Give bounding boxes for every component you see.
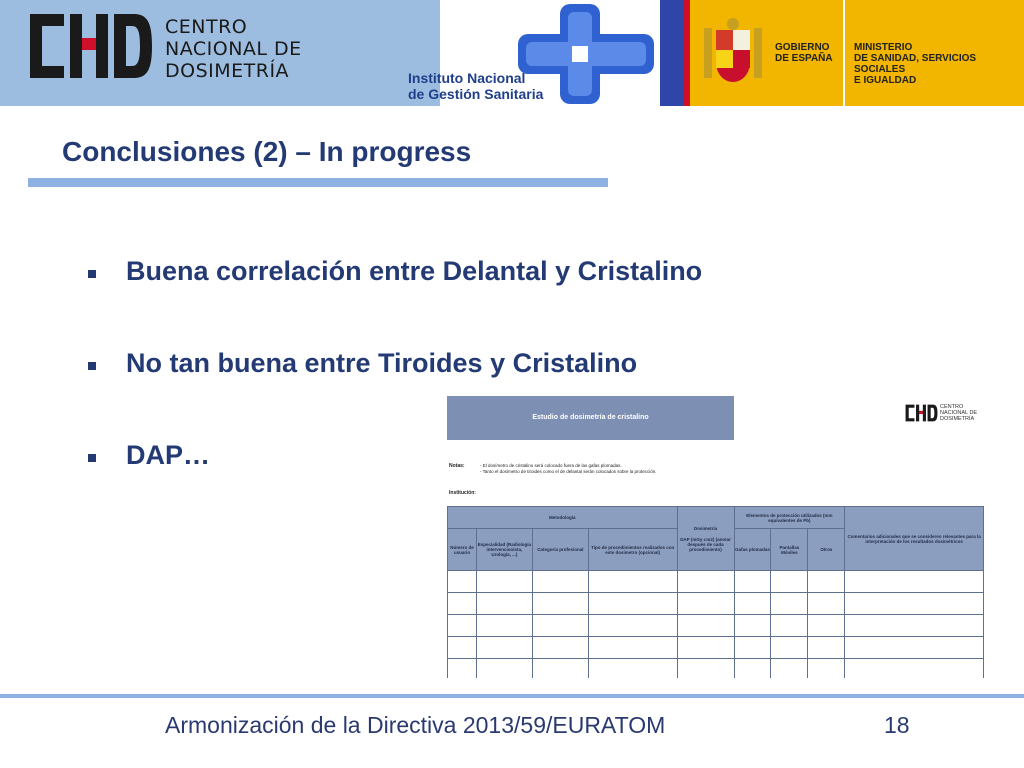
ingesa-name-line-1: Instituto Nacional — [408, 70, 526, 86]
bullet-text: No tan buena entre Tiroides y Cristalino — [126, 348, 638, 378]
ingesa-name — [408, 70, 543, 102]
bullet-item — [88, 348, 888, 388]
gobierno-line-1: GOBIERNO — [775, 42, 830, 53]
notas-label: Notas: — [449, 463, 465, 469]
col-tipo-procedimientos: Tipo de procedimientos realizados con este dosímetro (opcional) — [588, 529, 677, 571]
form-logo-line-1: CENTRO — [940, 404, 964, 410]
cnd-name-line-1: CENTRO — [165, 16, 248, 38]
table-row — [448, 571, 984, 593]
form-logo-text — [940, 404, 977, 422]
col-pantallas: Pantallas Móviles — [771, 529, 808, 571]
footer-text: Armonización de la Directiva 2013/59/EURATOM — [165, 712, 666, 738]
form-logo-line-3: DOSIMETRÍA — [940, 416, 975, 422]
ministerio-label — [854, 42, 1024, 86]
form-title: Estudio de dosimetría de cristalino — [447, 396, 734, 440]
table-row — [448, 637, 984, 659]
form-cnd-logo-icon — [904, 402, 938, 424]
ministerio-line-3: E IGUALDAD — [854, 75, 917, 86]
col-categoria: Categoría profesional — [532, 529, 588, 571]
group-comentarios: Comentarios adicionales que se consideren relevantes para la interpretación de los resultados dosimétricos — [845, 507, 984, 571]
gobierno-espana-label — [775, 42, 833, 64]
bullet-text: DAP… — [126, 440, 211, 470]
title-underline — [28, 178, 608, 187]
slide-title: Conclusiones (2) – In progress — [62, 136, 472, 167]
dosimetria-header: Dosimetría — [693, 525, 718, 531]
notas-text — [480, 463, 657, 475]
dosimetry-form-image — [446, 396, 984, 678]
cnd-name-line-2: NACIONAL DE — [165, 38, 302, 60]
col-especialidad: Especialidad (Radiología intervencionista, Urología, ...) — [476, 529, 532, 571]
col-numero-usuario: Número de usuario — [448, 529, 477, 571]
bullet-text: Buena correlación entre Delantal y Cristalino — [126, 256, 703, 286]
nota-line: - El dosímetro de cristalino será colocado fuera de las gafas plomadas. — [480, 463, 622, 468]
page-number: 18 — [884, 712, 910, 738]
bullet-item — [88, 256, 888, 296]
form-logo-line-2: NACIONAL DE — [940, 410, 978, 416]
bullet-square-icon — [88, 270, 96, 278]
eu-flag-strip — [660, 0, 684, 106]
ingesa-name-line-2: de Gestión Sanitaria — [408, 86, 544, 102]
bullet-square-icon — [88, 454, 96, 462]
nota-line: - Tanto el dosímetro de tiroides como el de delantal serán colocados sobre la protección. — [480, 469, 657, 474]
group-metodologia: Metodología — [448, 507, 678, 529]
col-gafas: Gafas plomadas — [734, 529, 771, 571]
header-banner — [0, 0, 1024, 106]
table-row — [448, 615, 984, 637]
cnd-name-line-3: DOSIMETRÍA — [165, 60, 290, 82]
footer-divider — [0, 694, 1024, 698]
ministerio-line-2: DE SANIDAD, SERVICIOS SOCIALES — [854, 53, 977, 75]
institucion-label: Institución: — [449, 490, 476, 496]
bullet-square-icon — [88, 362, 96, 370]
dap-header: DAP (mGy·cm2) (anotar después de cada procedimiento) — [680, 536, 731, 552]
spain-coat-of-arms-icon — [700, 16, 766, 86]
table-row — [448, 659, 984, 679]
gov-separator — [843, 0, 845, 106]
gobierno-line-2: DE ESPAÑA — [775, 53, 833, 64]
col-otros: Otros — [808, 529, 845, 571]
table-row — [448, 593, 984, 615]
cnd-name — [165, 16, 302, 82]
col-dap — [677, 507, 734, 571]
group-elementos: Elementos de protección utilizados (mm equivalentes de Pb) — [734, 507, 845, 529]
ministerio-line-1: MINISTERIO — [854, 42, 913, 53]
form-table — [447, 506, 984, 678]
cnd-logo-icon — [24, 8, 154, 84]
